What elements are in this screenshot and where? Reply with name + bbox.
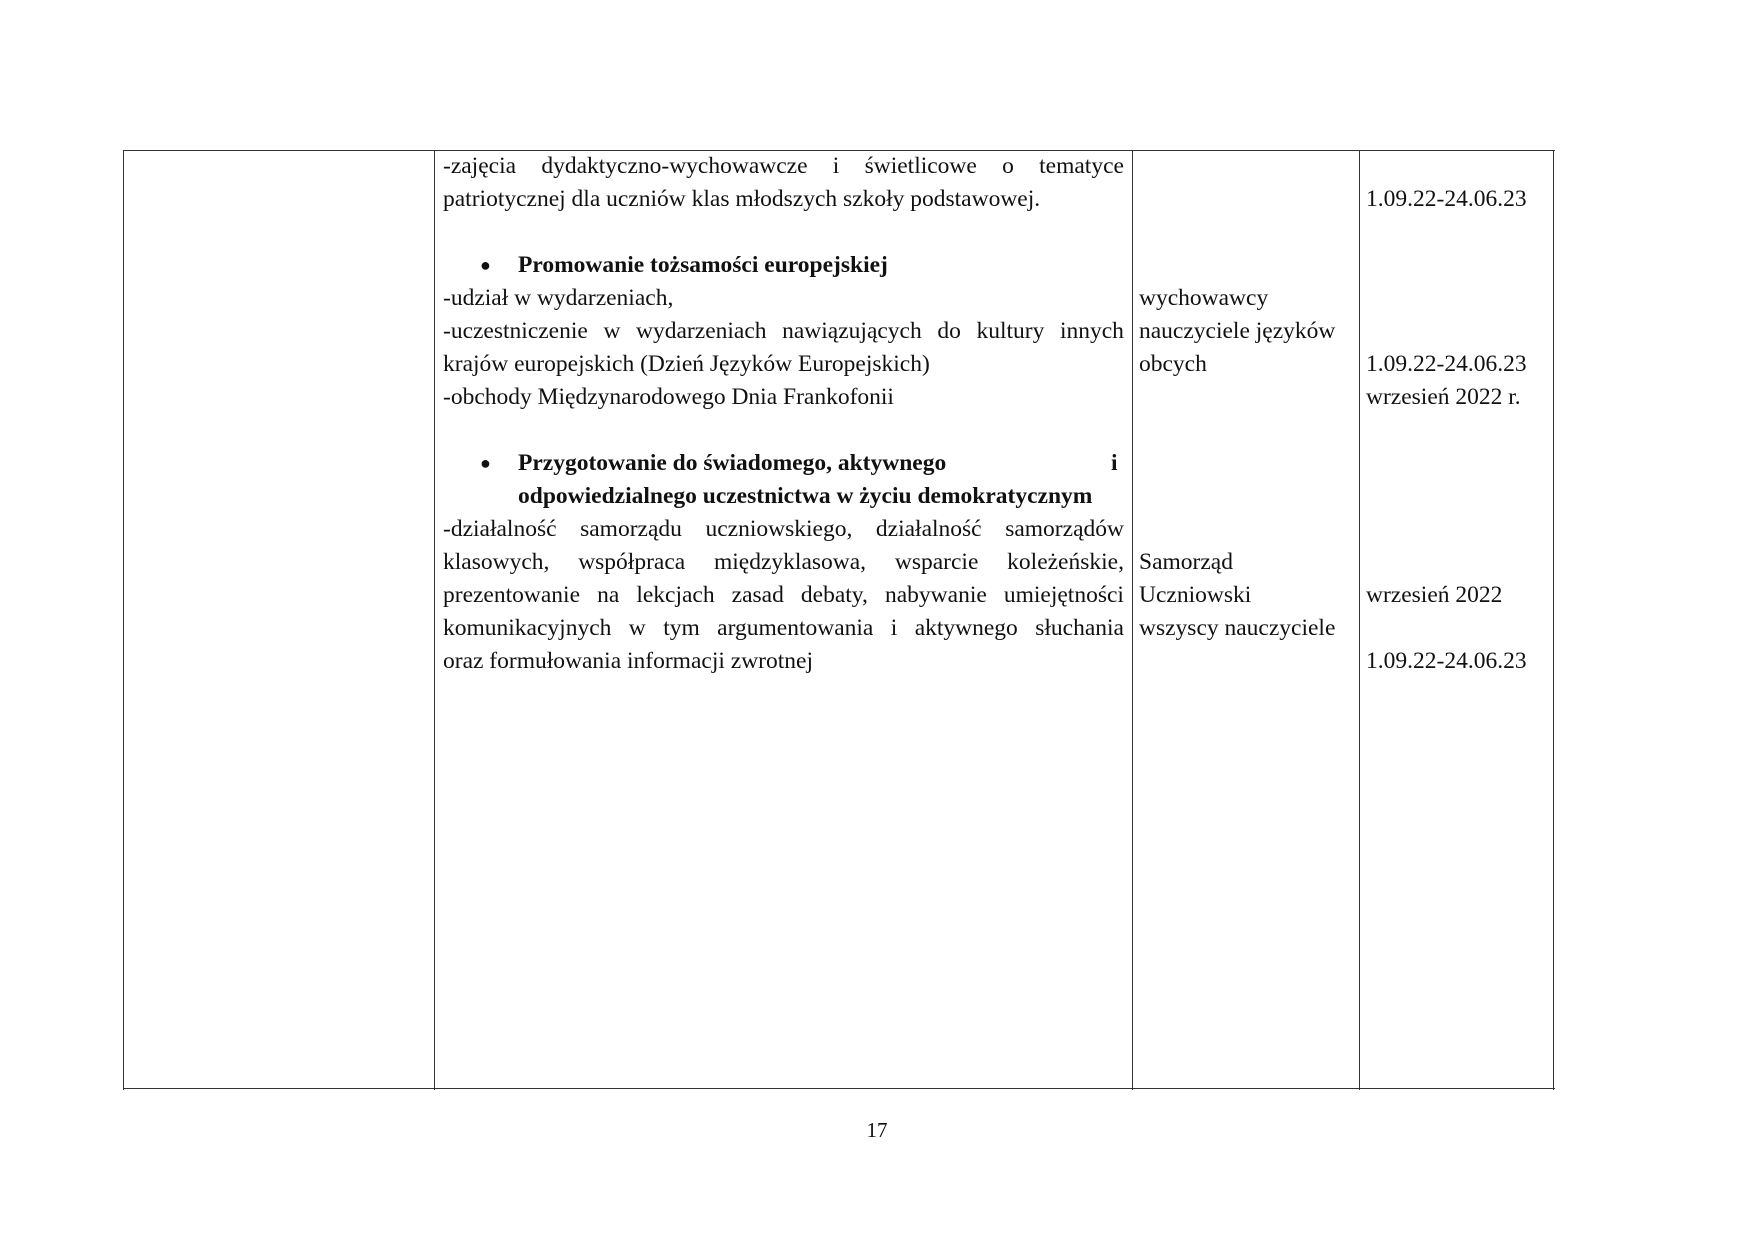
activity-line: klasowych, współpraca międzyklasowa, wsparcie koleżeńskie, [443, 549, 1124, 575]
bullet-icon: ● [480, 255, 491, 275]
section-title-democracy: Przygotowanie do świadomego, aktywnego [518, 450, 947, 476]
column-divider-1 [434, 150, 435, 1090]
date-line: 1.09.22-24.06.23 [1366, 351, 1527, 377]
bullet-icon: ● [480, 453, 491, 473]
responsible-line: Uczniowski [1139, 582, 1252, 608]
responsible-line: wychowawcy [1139, 285, 1269, 311]
table-bottom-border [123, 1088, 1555, 1089]
date-line: 1.09.22-24.06.23 [1366, 186, 1527, 212]
activity-line: -udział w wydarzeniach, [443, 285, 674, 311]
activity-line: prezentowanie na lekcjach zasad debaty, nabywanie umiejętności [443, 582, 1124, 608]
column-divider-3 [1359, 150, 1360, 1090]
activity-line: -zajęcia dydaktyczno-wychowawcze i świetlicowe o tematyce [443, 153, 1124, 179]
date-line: wrzesień 2022 r. [1366, 384, 1521, 410]
responsible-line: nauczyciele języków [1139, 318, 1336, 344]
responsible-line: obcych [1139, 351, 1207, 377]
activity-line: krajów europejskich (Dzień Języków Europejskich) [443, 351, 930, 377]
page-number: 17 [866, 1118, 888, 1142]
date-line: 1.09.22-24.06.23 [1366, 648, 1527, 674]
activity-line: patriotycznej dla uczniów klas młodszych szkoły podstawowej. [443, 186, 1041, 212]
date-line: wrzesień 2022 [1366, 582, 1503, 608]
activity-line: -obchody Międzynarodowego Dnia Frankofonii [443, 384, 894, 410]
plan-table [123, 150, 1555, 1090]
column-divider-2 [1132, 150, 1133, 1090]
section-title-european-identity: Promowanie tożsamości europejskiej [518, 252, 888, 278]
responsible-line: Samorząd [1139, 549, 1233, 575]
activity-line: oraz formułowania informacji zwrotnej [443, 648, 813, 674]
table-left-border [123, 150, 124, 1090]
responsible-line: wszyscy nauczyciele [1139, 615, 1336, 641]
section-title-democracy-end: i [1111, 450, 1118, 476]
table-right-border [1553, 150, 1554, 1090]
activity-line: -uczestniczenie w wydarzeniach nawiązujących do kultury innych [443, 318, 1124, 344]
section-title-democracy-cont: odpowiedzialnego uczestnictwa w życiu demokratycznym [518, 483, 1093, 509]
activity-line: komunikacyjnych w tym argumentowania i aktywnego słuchania [443, 615, 1124, 641]
activity-line: -działalność samorządu uczniowskiego, działalność samorządów [443, 516, 1124, 542]
